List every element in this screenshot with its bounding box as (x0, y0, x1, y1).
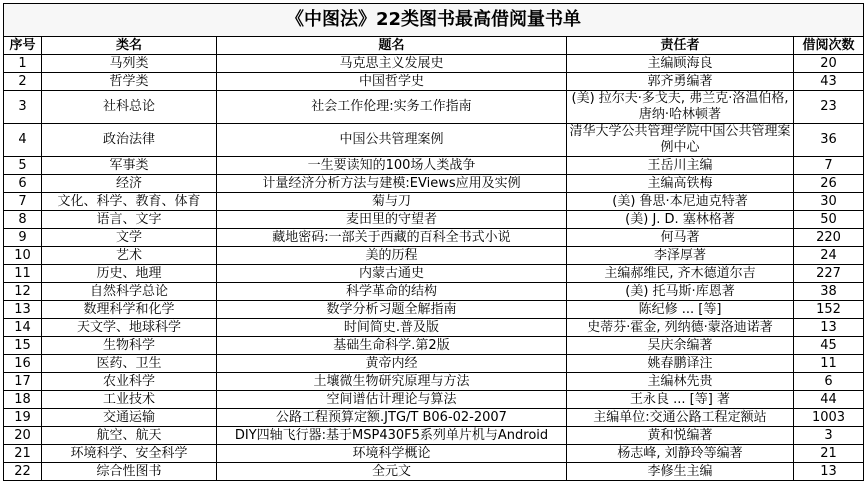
row-number-cell: 8 (4, 211, 42, 229)
row-number-cell: 4 (4, 124, 42, 157)
table-row (4, 355, 864, 373)
book-title-cell: 马克思主义发展史 (217, 55, 567, 73)
table-row (4, 391, 864, 409)
author-cell: 主编单位:交通公路工程定额站 (567, 409, 794, 427)
category-cell: 自然科学总论 (42, 283, 217, 301)
author-cell: 陈纪修 ... [等] (567, 301, 794, 319)
borrow-count-cell: 23 (794, 91, 864, 124)
category-cell: 天文学、地球科学 (42, 319, 217, 337)
row-number-cell: 2 (4, 73, 42, 91)
borrow-count-cell: 13 (794, 319, 864, 337)
table-row (4, 247, 864, 265)
table-row (4, 427, 864, 445)
author-cell: (美) 鲁思·本尼迪克特著 (567, 193, 794, 211)
table-row (4, 55, 864, 73)
book-title-cell: 中国公共管理案例 (217, 124, 567, 157)
row-number-cell: 6 (4, 175, 42, 193)
book-title-cell: 菊与刀 (217, 193, 567, 211)
author-cell: 李修生主编 (567, 463, 794, 481)
book-title-cell: 中国哲学史 (217, 73, 567, 91)
table-row (4, 229, 864, 247)
row-number-cell: 22 (4, 463, 42, 481)
borrow-count-cell: 21 (794, 445, 864, 463)
borrow-count-cell: 11 (794, 355, 864, 373)
category-cell: 数理科学和化学 (42, 301, 217, 319)
row-number-cell: 1 (4, 55, 42, 73)
row-number-cell: 13 (4, 301, 42, 319)
author-cell: 王永良 ... [等] 著 (567, 391, 794, 409)
row-number-cell: 12 (4, 283, 42, 301)
row-number-cell: 14 (4, 319, 42, 337)
header-borrow-count: 借阅次数 (794, 37, 864, 55)
booklist-sheet (3, 3, 863, 481)
borrow-count-cell: 50 (794, 211, 864, 229)
borrow-count-cell: 3 (794, 427, 864, 445)
borrow-count-cell: 30 (794, 193, 864, 211)
book-title-cell: 麦田里的守望者 (217, 211, 567, 229)
category-cell: 马列类 (42, 55, 217, 73)
borrow-count-cell: 152 (794, 301, 864, 319)
borrow-count-cell: 227 (794, 265, 864, 283)
borrow-count-cell: 20 (794, 55, 864, 73)
book-title-cell: 社会工作伦理:实务工作指南 (217, 91, 567, 124)
book-title-cell: 美的历程 (217, 247, 567, 265)
category-cell: 军事类 (42, 157, 217, 175)
row-number-cell: 9 (4, 229, 42, 247)
table-title: 《中图法》22类图书最高借阅量书单 (4, 4, 864, 37)
category-cell: 语言、文字 (42, 211, 217, 229)
author-cell: 黄和悦编著 (567, 427, 794, 445)
borrow-count-cell: 38 (794, 283, 864, 301)
author-cell: 主编高铁梅 (567, 175, 794, 193)
author-cell: 清华大学公共管理学院中国公共管理案例中心 (567, 124, 794, 157)
book-title-cell: 全元文 (217, 463, 567, 481)
table-row (4, 157, 864, 175)
header-book-title: 题名 (217, 37, 567, 55)
header-no: 序号 (4, 37, 42, 55)
table-row (4, 373, 864, 391)
table-row (4, 283, 864, 301)
row-number-cell: 20 (4, 427, 42, 445)
author-cell: 主编林先贵 (567, 373, 794, 391)
author-cell: 李泽厚著 (567, 247, 794, 265)
author-cell: 史蒂芬·霍金, 列纳德·蒙洛迪诺著 (567, 319, 794, 337)
category-cell: 综合性图书 (42, 463, 217, 481)
book-title-cell: 土壤微生物研究原理与方法 (217, 373, 567, 391)
borrow-count-cell: 36 (794, 124, 864, 157)
table-row (4, 409, 864, 427)
author-cell: 何马著 (567, 229, 794, 247)
row-number-cell: 17 (4, 373, 42, 391)
book-title-cell: 计量经济分析方法与建模:EViews应用及实例 (217, 175, 567, 193)
table-row (4, 175, 864, 193)
row-number-cell: 11 (4, 265, 42, 283)
header-category: 类名 (42, 37, 217, 55)
table-row (4, 193, 864, 211)
table-row (4, 445, 864, 463)
author-cell: 姚春鹏译注 (567, 355, 794, 373)
book-title-cell: 科学革命的结构 (217, 283, 567, 301)
book-title-cell: 藏地密码:一部关于西藏的百科全书式小说 (217, 229, 567, 247)
borrow-count-cell: 13 (794, 463, 864, 481)
category-cell: 政治法律 (42, 124, 217, 157)
table-row (4, 301, 864, 319)
header-row (4, 37, 864, 55)
booklist-table (3, 3, 864, 481)
table-row (4, 211, 864, 229)
borrow-count-cell: 1003 (794, 409, 864, 427)
category-cell: 交通运输 (42, 409, 217, 427)
book-title-cell: 黄帝内经 (217, 355, 567, 373)
table-row (4, 463, 864, 481)
row-number-cell: 19 (4, 409, 42, 427)
row-number-cell: 21 (4, 445, 42, 463)
category-cell: 航空、航天 (42, 427, 217, 445)
header-author: 责任者 (567, 37, 794, 55)
author-cell: (美) J. D. 塞林格著 (567, 211, 794, 229)
table-body (4, 55, 864, 481)
category-cell: 工业技术 (42, 391, 217, 409)
author-cell: (美) 托马斯·库恩著 (567, 283, 794, 301)
book-title-cell: 一生要读知的100场人类战争 (217, 157, 567, 175)
category-cell: 文学 (42, 229, 217, 247)
table-row (4, 337, 864, 355)
author-cell: 郭齐勇编著 (567, 73, 794, 91)
author-cell: 主编郝维民, 齐木德道尔吉 (567, 265, 794, 283)
row-number-cell: 10 (4, 247, 42, 265)
borrow-count-cell: 44 (794, 391, 864, 409)
row-number-cell: 16 (4, 355, 42, 373)
book-title-cell: 环境科学概论 (217, 445, 567, 463)
category-cell: 经济 (42, 175, 217, 193)
category-cell: 农业科学 (42, 373, 217, 391)
row-number-cell: 3 (4, 91, 42, 124)
row-number-cell: 5 (4, 157, 42, 175)
category-cell: 哲学类 (42, 73, 217, 91)
book-title-cell: 空间谱估计理论与算法 (217, 391, 567, 409)
borrow-count-cell: 26 (794, 175, 864, 193)
category-cell: 医药、卫生 (42, 355, 217, 373)
author-cell: 杨志峰, 刘静玲等编著 (567, 445, 794, 463)
borrow-count-cell: 43 (794, 73, 864, 91)
book-title-cell: 数学分析习题全解指南 (217, 301, 567, 319)
book-title-cell: DIY四轴飞行器:基于MSP430F5系列单片机与Android (217, 427, 567, 445)
table-row (4, 319, 864, 337)
row-number-cell: 15 (4, 337, 42, 355)
author-cell: 吴庆余编著 (567, 337, 794, 355)
borrow-count-cell: 45 (794, 337, 864, 355)
book-title-cell: 内蒙古通史 (217, 265, 567, 283)
borrow-count-cell: 220 (794, 229, 864, 247)
category-cell: 历史、地理 (42, 265, 217, 283)
category-cell: 环境科学、安全科学 (42, 445, 217, 463)
book-title-cell: 公路工程预算定额.JTG/T B06-02-2007 (217, 409, 567, 427)
row-number-cell: 7 (4, 193, 42, 211)
row-number-cell: 18 (4, 391, 42, 409)
table-row (4, 91, 864, 124)
table-row (4, 124, 864, 157)
book-title-cell: 时间简史.普及版 (217, 319, 567, 337)
author-cell: (美) 拉尔夫·多戈夫, 弗兰克·洛温伯格, 唐纳·哈林顿著 (567, 91, 794, 124)
author-cell: 主编顾海良 (567, 55, 794, 73)
table-row (4, 73, 864, 91)
table-row (4, 265, 864, 283)
category-cell: 生物科学 (42, 337, 217, 355)
borrow-count-cell: 6 (794, 373, 864, 391)
category-cell: 文化、科学、教育、体育 (42, 193, 217, 211)
book-title-cell: 基础生命科学.第2版 (217, 337, 567, 355)
borrow-count-cell: 24 (794, 247, 864, 265)
borrow-count-cell: 7 (794, 157, 864, 175)
category-cell: 艺术 (42, 247, 217, 265)
category-cell: 社科总论 (42, 91, 217, 124)
author-cell: 王岳川主编 (567, 157, 794, 175)
